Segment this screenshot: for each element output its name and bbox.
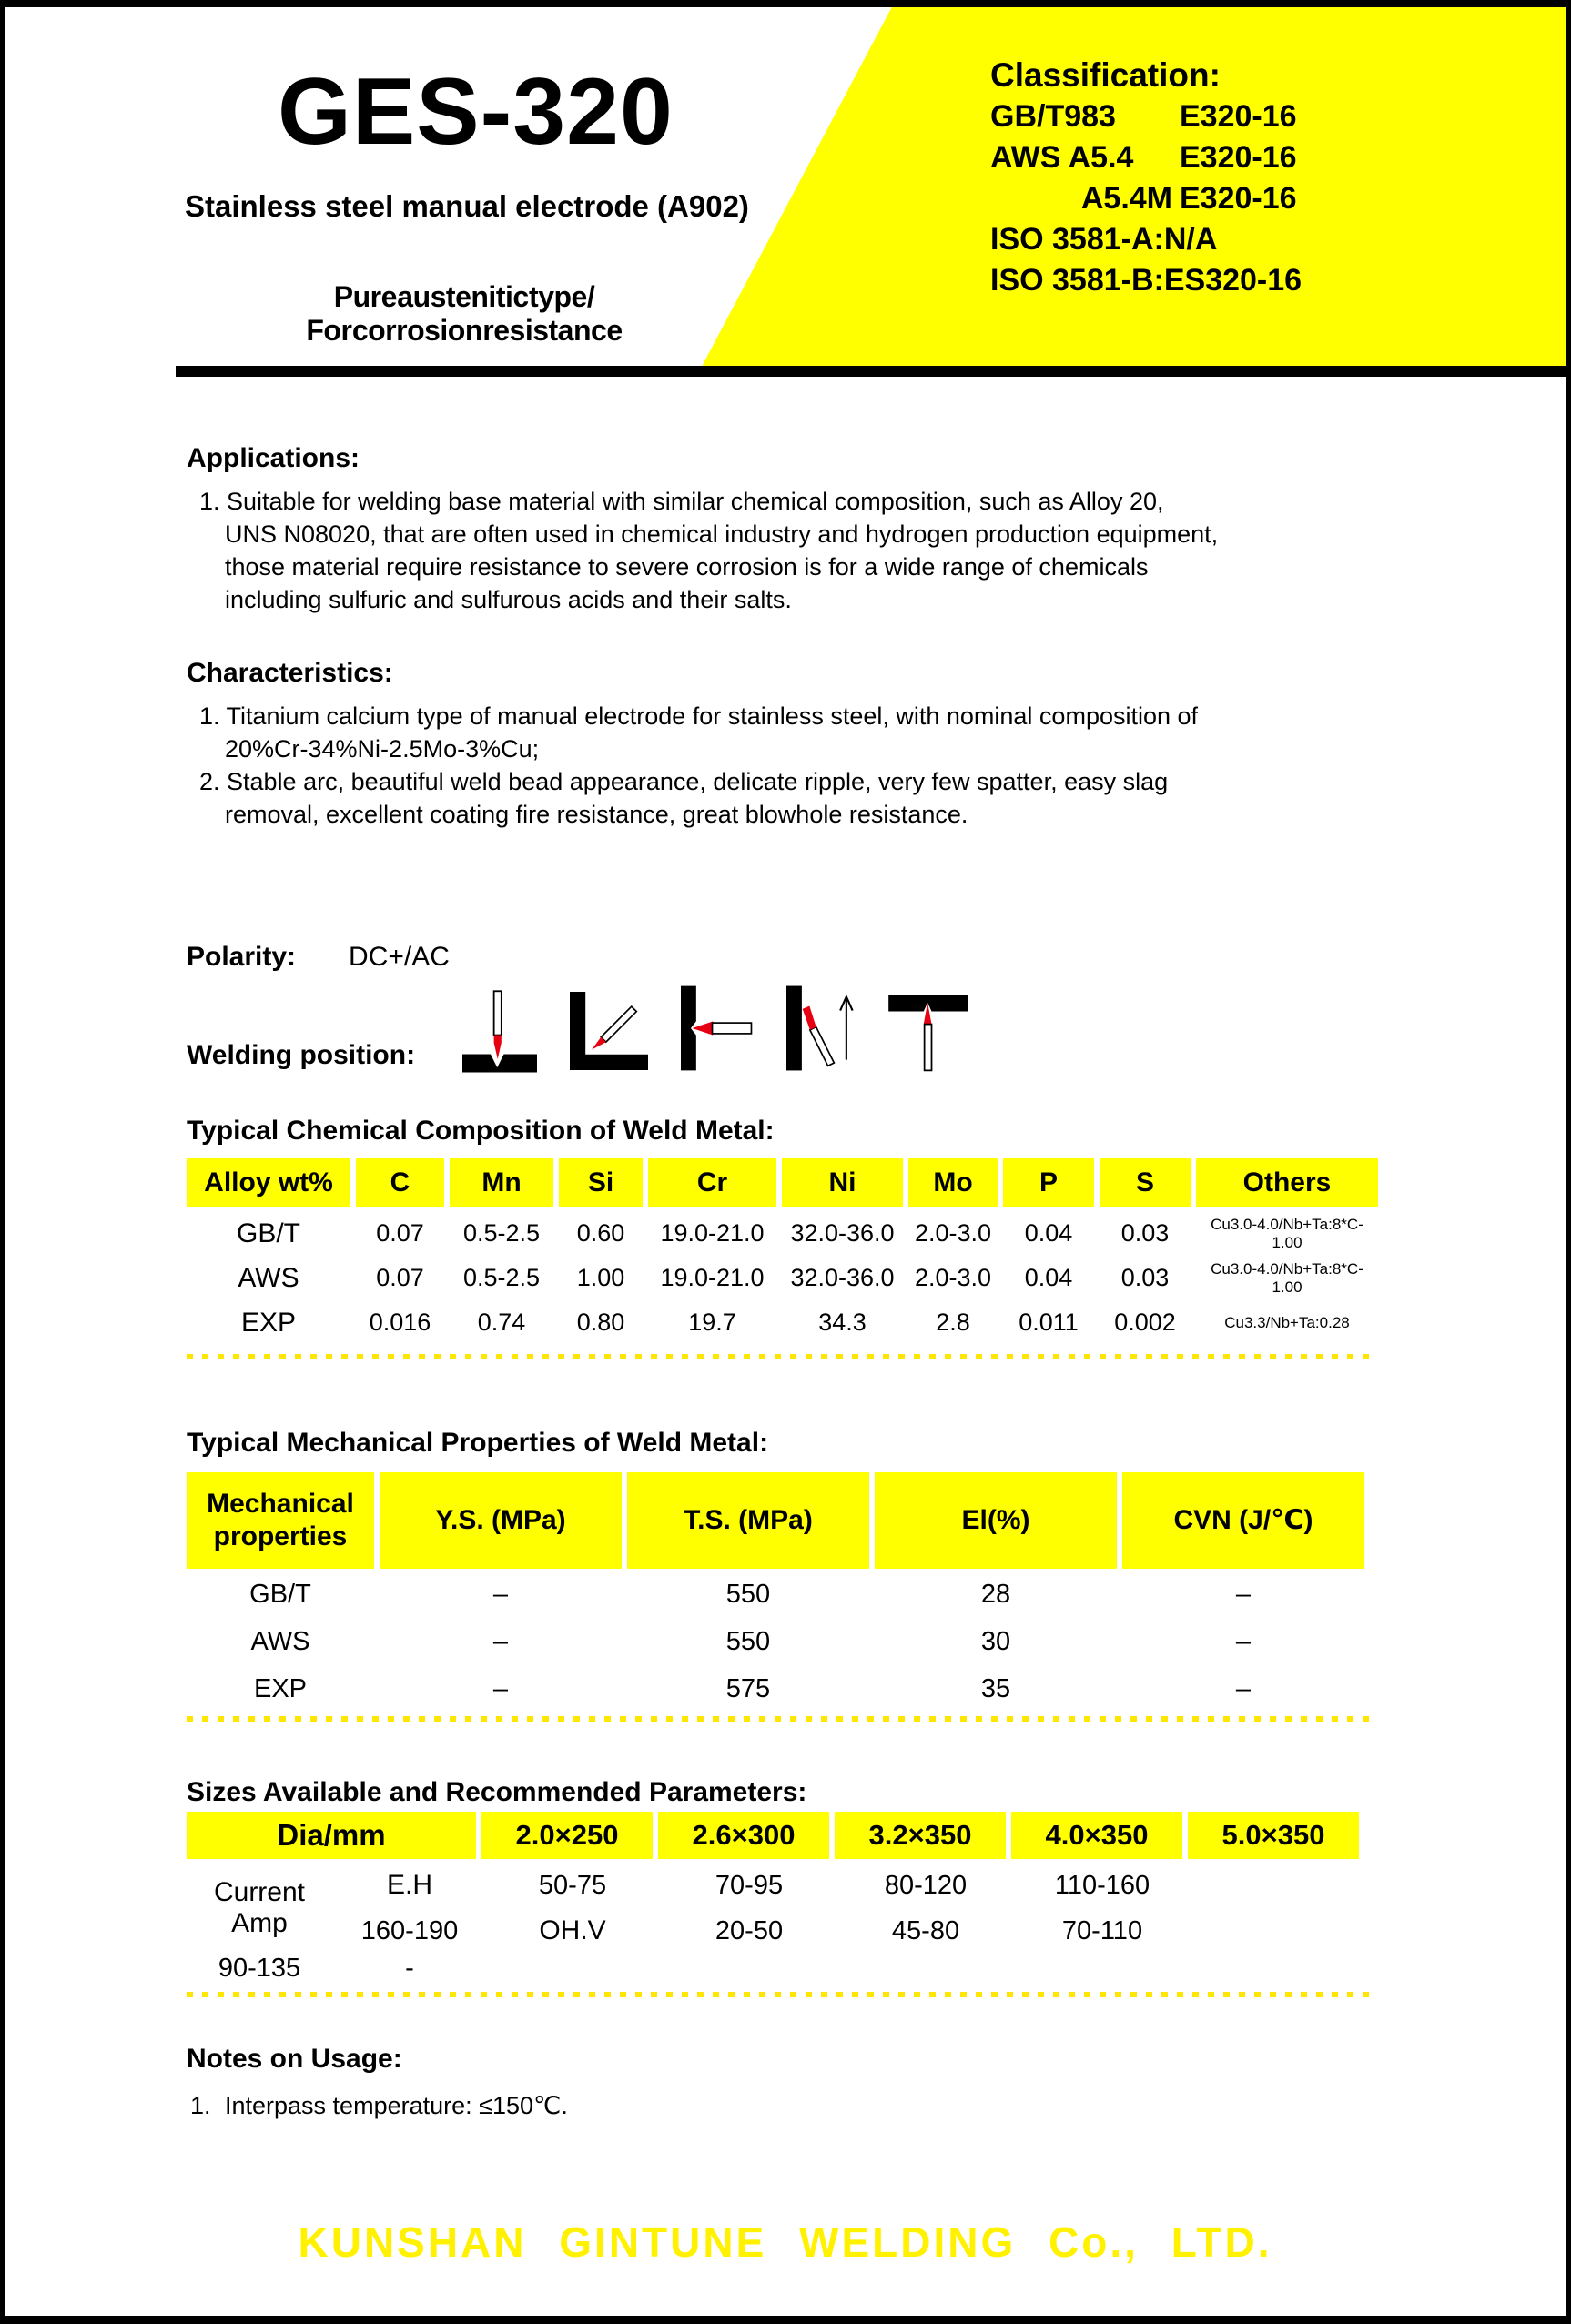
mech-value: –	[1235, 1626, 1252, 1656]
characteristics-line: removal, excellent coating fire resistance, great blowhole resistance.	[225, 801, 968, 828]
chem-value: 0.07	[376, 1219, 424, 1247]
horizontal-vertical-position-icon	[570, 989, 648, 1073]
dotted-separator	[187, 1354, 1372, 1359]
table-row	[187, 1618, 1383, 1665]
classification-standard: AWS A5.4	[990, 140, 1134, 175]
sizes-value: 80-120	[884, 1870, 968, 1900]
sizes-header-cell: 4.0×350	[1011, 1812, 1182, 1859]
mech-header-cell: CVN (J/℃)	[1122, 1472, 1364, 1569]
applications-line: 1. Suitable for welding base material with similar chemical composition, such as Alloy 20,	[199, 488, 1164, 515]
mech-value: 30	[980, 1626, 1011, 1656]
sizes-value: 90-135	[218, 1954, 301, 1983]
row-label: GB/T	[249, 1579, 311, 1609]
chem-value: 2.0-3.0	[914, 1219, 992, 1247]
product-subtitle: Stainless steel manual electrode (A902)	[185, 189, 749, 223]
polarity-row	[187, 942, 1383, 978]
sizes-value: 70-110	[1061, 1915, 1143, 1945]
chem-value: 0.5-2.5	[462, 1219, 541, 1247]
chem-table-title: Typical Chemical Composition of Weld Metal:	[187, 1116, 775, 1146]
type-description	[273, 280, 655, 348]
chem-value: 2.0-3.0	[914, 1264, 992, 1291]
chem-header-cell: Alloy wt%	[187, 1158, 350, 1207]
classification-standard: A5.4M	[1080, 181, 1172, 216]
row-label: EXP	[253, 1673, 308, 1703]
classification-grade: E320-16	[1180, 99, 1297, 134]
amp-label: Amp	[231, 1908, 288, 1938]
mech-header-cell: Mechanical properties	[187, 1472, 374, 1569]
sizes-value: 160-190	[360, 1915, 459, 1945]
chem-table-header	[187, 1158, 1383, 1207]
table-row	[187, 1665, 1383, 1713]
characteristics-list	[187, 700, 1383, 831]
table-row	[187, 1571, 1383, 1618]
chem-value: 34.3	[818, 1309, 867, 1336]
header	[5, 7, 1566, 385]
classification-grade: E320-16	[1180, 181, 1297, 216]
chem-value: 32.0-36.0	[790, 1219, 895, 1247]
mech-value: –	[492, 1673, 509, 1703]
mech-header-cell: El(%)	[875, 1472, 1117, 1569]
applications-heading: Applications:	[187, 443, 360, 473]
row-label: OH.V	[539, 1915, 606, 1945]
applications-list	[187, 485, 1383, 616]
mech-value: –	[1235, 1579, 1252, 1609]
notes-item	[187, 2092, 1383, 2120]
mech-value: –	[492, 1579, 509, 1609]
sizes-header-cell: 2.6×300	[658, 1812, 829, 1859]
applications-line: UNS N08020, that are often used in chemical industry and hydrogen production equipment,	[225, 520, 1219, 548]
chem-value-others: Cu3.0-4.0/Nb+Ta:8*C-1.00	[1211, 1259, 1363, 1296]
notes-heading: Notes on Usage:	[187, 2044, 402, 2074]
dotted-separator	[187, 1716, 1372, 1722]
characteristics-line: 1. Titanium calcium type of manual electrode for stainless steel, with nominal composition of	[199, 702, 1199, 730]
type-line-1: Pure austenitic type/	[333, 280, 595, 313]
mech-value: 28	[980, 1579, 1011, 1609]
chem-value: 0.80	[576, 1309, 625, 1336]
chem-header-cell: Others	[1196, 1158, 1378, 1207]
mech-header-cell: T.S. (MPa)	[627, 1472, 869, 1569]
sizes-header-cell: 5.0×350	[1188, 1812, 1359, 1859]
sizes-value: 110-160	[1054, 1870, 1150, 1900]
table-row	[187, 1300, 1383, 1345]
classification-heading: Classification:	[990, 56, 1221, 94]
footer-company: KUNSHAN GINTUNE WELDING Co., LTD.	[298, 2218, 1272, 2266]
classification-grade: E320-16	[1180, 140, 1297, 175]
classification-row	[990, 178, 1302, 219]
chem-value: 0.03	[1120, 1219, 1170, 1247]
chem-value: 19.0-21.0	[660, 1264, 765, 1291]
dotted-separator	[187, 1992, 1372, 1997]
chem-value: 32.0-36.0	[790, 1264, 895, 1291]
sizes-header-cell: 2.0×250	[481, 1812, 653, 1859]
row-label: E.H	[386, 1870, 432, 1900]
characteristics-line: 20%Cr-34%Ni-2.5Mo-3%Cu;	[225, 735, 540, 763]
characteristics-heading: Characteristics:	[187, 658, 393, 688]
chem-value: 0.011	[1019, 1309, 1079, 1336]
chem-value: 0.002	[1114, 1309, 1176, 1336]
polarity-value: DC+/AC	[349, 942, 450, 972]
table-row	[187, 1256, 1383, 1300]
current-amp-label	[187, 1863, 332, 1954]
row-label: GB/T	[236, 1218, 300, 1248]
chem-value: 19.0-21.0	[660, 1219, 765, 1247]
chem-header-cell: Mo	[908, 1158, 998, 1207]
welding-position-label: Welding position:	[187, 1040, 416, 1070]
chem-header-cell: Ni	[782, 1158, 903, 1207]
flat-position-icon	[462, 989, 537, 1073]
mech-value: 35	[980, 1673, 1011, 1703]
chem-header-cell: C	[356, 1158, 444, 1207]
header-divider-bar	[176, 366, 1571, 377]
row-label: AWS	[250, 1626, 310, 1656]
mech-table-title: Typical Mechanical Properties of Weld Metal:	[187, 1428, 769, 1458]
chem-value: 0.04	[1024, 1219, 1073, 1247]
sizes-table-title: Sizes Available and Recommended Parameters:	[187, 1777, 807, 1807]
current-label: Current	[213, 1877, 306, 1907]
sizes-table-body	[187, 1863, 1383, 1984]
classification-iso-a: ISO 3581-A:N/A	[990, 222, 1218, 257]
sizes-value: 50-75	[538, 1870, 607, 1900]
polarity-label: Polarity:	[187, 942, 297, 972]
chem-table-body	[187, 1211, 1383, 1345]
chem-header-cell: Mn	[450, 1158, 553, 1207]
row-label: AWS	[238, 1262, 299, 1293]
mech-value: 550	[725, 1579, 771, 1609]
chem-header-cell: S	[1100, 1158, 1191, 1207]
horizontal-position-icon	[681, 984, 754, 1073]
chem-value: 2.8	[936, 1309, 970, 1336]
mech-table-header	[187, 1472, 1383, 1569]
mech-value: –	[1235, 1673, 1252, 1703]
yellow-banner	[5, 7, 1566, 368]
sizes-value: 70-95	[715, 1870, 784, 1900]
overhead-position-icon	[888, 989, 968, 1073]
chem-value: 0.74	[477, 1309, 526, 1336]
sizes-value: -	[405, 1954, 414, 1983]
sizes-header-cell: Dia/mm	[187, 1812, 476, 1859]
mech-value: 575	[725, 1673, 771, 1703]
notes-item-number: 1.	[190, 2092, 211, 2119]
chem-value-others: Cu3.3/Nb+Ta:0.28	[1224, 1313, 1350, 1331]
welding-position-icons	[462, 984, 968, 1073]
chem-header-cell: Si	[559, 1158, 643, 1207]
classification-row	[990, 96, 1302, 137]
classification-iso-b: ISO 3581-B:ES320-16	[990, 263, 1302, 298]
classification-row	[990, 137, 1302, 178]
chem-header-cell: Cr	[648, 1158, 776, 1207]
sizes-header-cell: 3.2×350	[835, 1812, 1006, 1859]
notes-item-text: Interpass temperature: ≤150℃.	[225, 2092, 568, 2119]
sizes-value: 45-80	[891, 1915, 960, 1945]
applications-line: those material require resistance to severe corrosion is for a wide range of chemicals	[225, 553, 1149, 581]
chem-header-cell: P	[1003, 1158, 1094, 1207]
product-title: GES-320	[278, 59, 674, 165]
sizes-value: 20-50	[715, 1915, 784, 1945]
chem-value: 0.60	[576, 1219, 625, 1247]
mech-header-cell: Y.S. (MPa)	[380, 1472, 622, 1569]
welding-position-row	[187, 995, 1383, 1073]
vertical-up-position-icon	[786, 984, 856, 1073]
chem-value-others: Cu3.0-4.0/Nb+Ta:8*C-1.00	[1211, 1215, 1363, 1251]
mech-value: –	[492, 1626, 509, 1656]
chem-value: 19.7	[688, 1309, 736, 1336]
chem-value: 0.5-2.5	[462, 1264, 541, 1291]
chem-value: 0.03	[1120, 1264, 1170, 1291]
chem-value: 0.04	[1024, 1264, 1073, 1291]
classification-panel	[990, 55, 1302, 301]
characteristics-line: 2. Stable arc, beautiful weld bead appearance, delicate ripple, very few spatter, easy slag	[199, 768, 1169, 795]
chem-value: 0.016	[369, 1309, 431, 1336]
mech-table-body	[187, 1571, 1383, 1713]
applications-line: including sulfuric and sulfurous acids and their salts.	[225, 586, 792, 613]
table-row	[187, 1211, 1383, 1256]
mech-value: 550	[725, 1626, 771, 1656]
chem-value: 1.00	[576, 1264, 625, 1291]
content	[187, 443, 1383, 2267]
chem-value: 0.07	[376, 1264, 424, 1291]
sizes-table-header	[187, 1812, 1383, 1859]
row-label: EXP	[240, 1307, 297, 1338]
type-line-2: For corrosion resistance	[306, 314, 623, 347]
classification-standard: GB/T983	[990, 99, 1116, 134]
